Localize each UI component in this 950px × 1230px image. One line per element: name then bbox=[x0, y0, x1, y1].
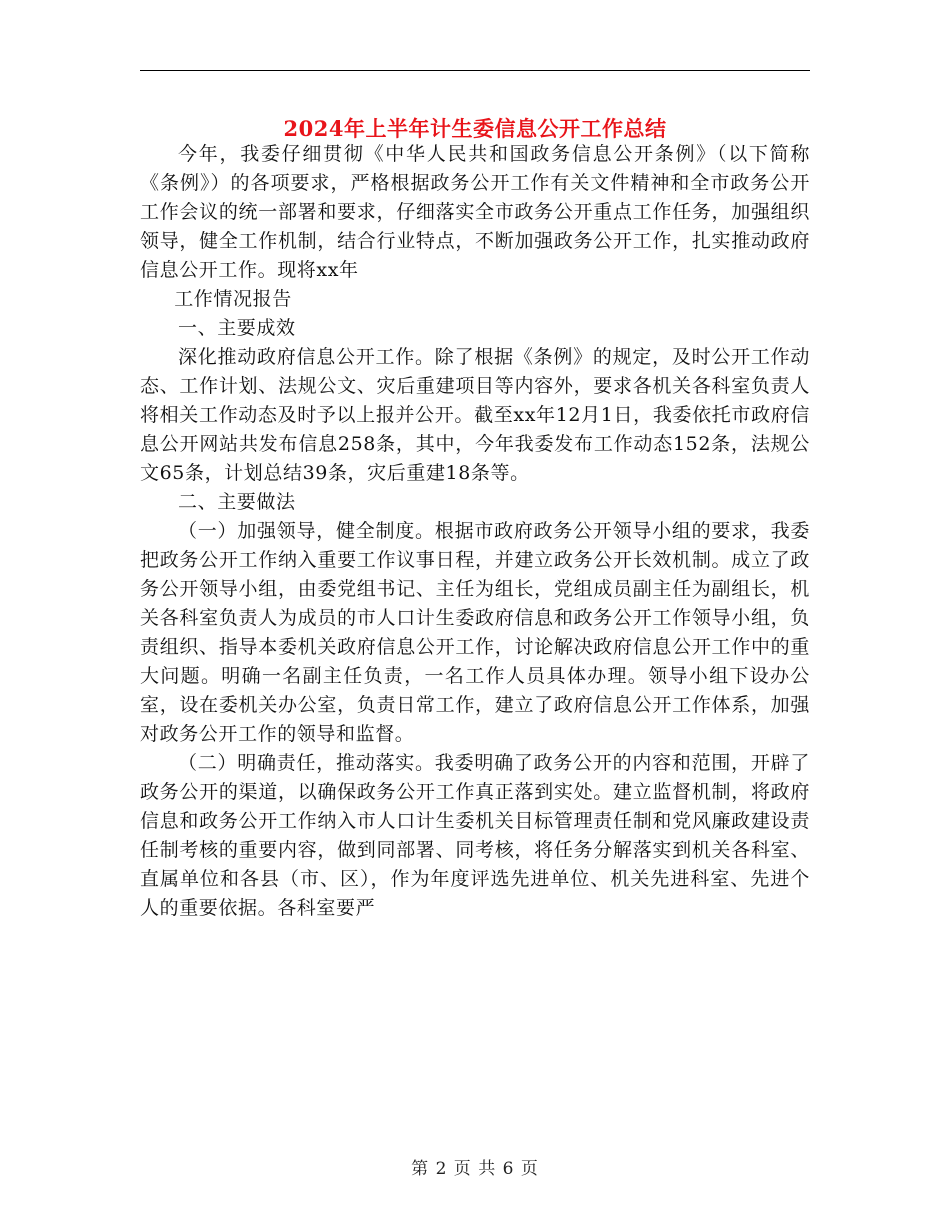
paragraph-responsibility: （二）明确责任，推动落实。我委明确了政务公开的内容和范围，开辟了政务公开的渠道，以确保政务公开工作真正落到实处。建立监督机制，将政府信息和政务公开工作纳入市人口计生委机关目标管理责任制和党风廉政建设责任制考核的重要内容，做到同部署、同考核，将任务分解落实到机关各科室、直属单位和各县（市、区），作为年度评选先进单位、机关先进科室、先进个人的重要依据。各科室要严 bbox=[140, 752, 810, 919]
paragraph-intro: 今年，我委仔细贯彻《中华人民共和国政务信息公开条例》（以下简称《条例》）的各项要求，严格根据政务公开工作有关文件精神和全市政务公开工作会议的统一部署和要求，仔细落实全市政务公开重点工作任务，加强组织领导，健全工作机制，结合行业特点，不断加强政务公开工作，扎实推动政府信息公开工作。现将xx年 bbox=[140, 143, 810, 281]
document-body bbox=[140, 140, 810, 923]
document-title: 2024年上半年计生委信息公开工作总结 bbox=[283, 116, 667, 141]
section-heading-achievements: 一、主要成效 bbox=[178, 317, 296, 339]
header-rule bbox=[140, 70, 810, 71]
section-heading-practices: 二、主要做法 bbox=[178, 491, 296, 513]
page-number-footer: 第 2 页 共 6 页 bbox=[411, 1159, 539, 1179]
paragraph-leadership: （一）加强领导，健全制度。根据市政府政务公开领导小组的要求，我委把政务公开工作纳入重要工作议事日程，并建立政务公开长效机制。成立了政务公开领导小组，由委党组书记、主任为组长，党组成员副主任为副组长，机关各科室负责人为成员的市人口计生委政府信息和政务公开工作领导小组，负责组织、指导本委机关政府信息公开工作，讨论解决政府信息公开工作中的重大问题。明确一名副主任负责，一名工作人员具体办理。领导小组下设办公室，设在委机关办公室，负责日常工作，建立了政府信息公开工作体系，加强对政务公开工作的领导和监督。 bbox=[140, 520, 810, 745]
paragraph-report-line: 工作情况报告 bbox=[174, 288, 292, 310]
paragraph-achievements: 深化推动政府信息公开工作。除了根据《条例》的规定，及时公开工作动态、工作计划、法规公文、灾后重建项目等内容外，要求各机关各科室负责人将相关工作动态及时予以上报并公开。截至xx年12月1日，我委依托市政府信息公开网站共发布信息258条，其中，今年我委发布工作动态152条，法规公文65条，计划总结39条，灾后重建18条等。 bbox=[140, 346, 810, 484]
